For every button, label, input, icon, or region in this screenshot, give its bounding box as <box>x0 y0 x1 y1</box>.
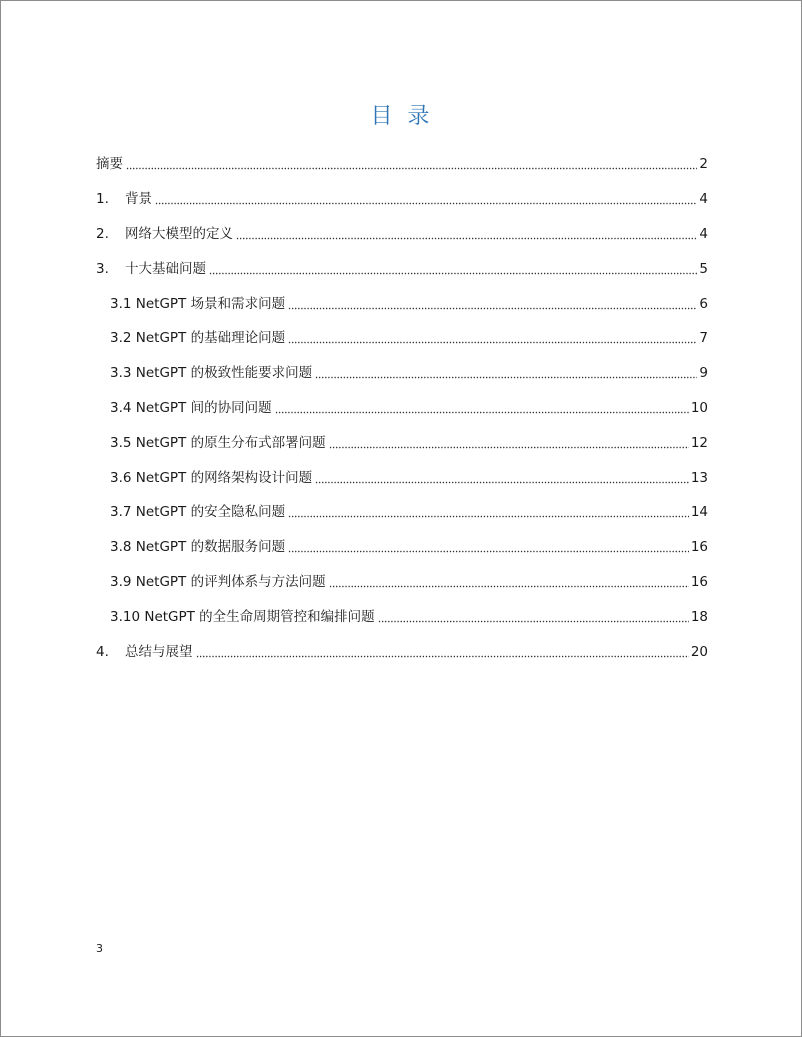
dot-leader <box>329 576 689 588</box>
dot-leader <box>275 402 689 414</box>
dot-leader <box>378 611 689 623</box>
toc-entry-label: 总结与展望 <box>125 643 193 660</box>
dot-leader <box>315 472 689 484</box>
toc-entry-label: 十大基础问题 <box>125 260 206 277</box>
dot-leader <box>126 158 697 170</box>
toc-title: 目 录 <box>370 104 434 129</box>
toc-entry[interactable] <box>96 530 708 565</box>
dot-leader <box>196 646 689 658</box>
toc-entry-page: 20 <box>690 643 708 660</box>
dot-leader <box>209 263 697 275</box>
toc-entry-number: 4. <box>96 643 109 660</box>
toc-entry-page: 7 <box>699 330 708 347</box>
toc-entry[interactable] <box>96 599 708 634</box>
toc-entry[interactable] <box>96 147 708 182</box>
toc-entry-page: 16 <box>690 573 708 590</box>
toc-entry-page: 5 <box>699 260 708 277</box>
toc-entry-page: 6 <box>699 295 708 312</box>
dot-leader <box>329 437 689 449</box>
toc-entry-page: 18 <box>690 608 708 625</box>
toc-entry-label: 背景 <box>125 191 152 208</box>
toc-entry-page: 12 <box>690 434 708 451</box>
dot-leader <box>315 367 697 379</box>
toc-entry-label: 3.9 NetGPT 的评判体系与方法问题 <box>110 573 326 590</box>
toc-entry-page: 14 <box>690 504 708 521</box>
toc-entry-label: 3.10 NetGPT 的全生命周期管控和编排问题 <box>110 608 375 625</box>
toc-entry-page: 9 <box>699 365 708 382</box>
page-number: 3 <box>96 942 103 955</box>
dot-leader <box>288 506 689 518</box>
toc-entry[interactable] <box>96 182 708 217</box>
toc-entry-page: 4 <box>699 225 708 242</box>
toc-entry[interactable] <box>96 495 708 530</box>
toc-entry[interactable] <box>96 391 708 426</box>
toc-entry[interactable] <box>96 286 708 321</box>
dot-leader <box>155 193 697 205</box>
toc-entry-label: 3.6 NetGPT 的网络架构设计问题 <box>110 469 313 486</box>
toc-entry[interactable] <box>96 634 708 669</box>
toc-entry[interactable] <box>96 217 708 252</box>
dot-leader <box>288 298 697 310</box>
toc-entry-label: 3.1 NetGPT 场景和需求问题 <box>110 295 286 312</box>
toc-entry-page: 13 <box>690 469 708 486</box>
toc-entry-label: 3.3 NetGPT 的极致性能要求问题 <box>110 365 313 382</box>
toc-entry-label: 3.4 NetGPT 间的协同问题 <box>110 399 272 416</box>
toc-entry-number: 1. <box>96 191 109 208</box>
dot-leader <box>236 228 697 240</box>
dot-leader <box>288 332 697 344</box>
toc-entry[interactable] <box>96 321 708 356</box>
toc-entry-label: 网络大模型的定义 <box>125 225 233 242</box>
toc-entry-page: 4 <box>699 191 708 208</box>
toc-entry[interactable] <box>96 356 708 391</box>
toc-entry[interactable] <box>96 460 708 495</box>
toc-entry-label: 3.5 NetGPT 的原生分布式部署问题 <box>110 434 326 451</box>
toc-entry-page: 2 <box>699 156 708 173</box>
toc-entry[interactable] <box>96 425 708 460</box>
toc-entry-label: 摘要 <box>96 156 123 173</box>
toc-entry-number: 2. <box>96 225 109 242</box>
toc-entry-label: 3.7 NetGPT 的安全隐私问题 <box>110 504 286 521</box>
toc-entry[interactable] <box>96 251 708 286</box>
table-of-contents <box>96 147 708 669</box>
toc-entry[interactable] <box>96 565 708 600</box>
toc-entry-label: 3.2 NetGPT 的基础理论问题 <box>110 330 286 347</box>
toc-entry-page: 16 <box>690 539 708 556</box>
toc-entry-number: 3. <box>96 260 109 277</box>
dot-leader <box>288 541 689 553</box>
toc-entry-label: 3.8 NetGPT 的数据服务问题 <box>110 539 286 556</box>
toc-entry-page: 10 <box>690 399 708 416</box>
